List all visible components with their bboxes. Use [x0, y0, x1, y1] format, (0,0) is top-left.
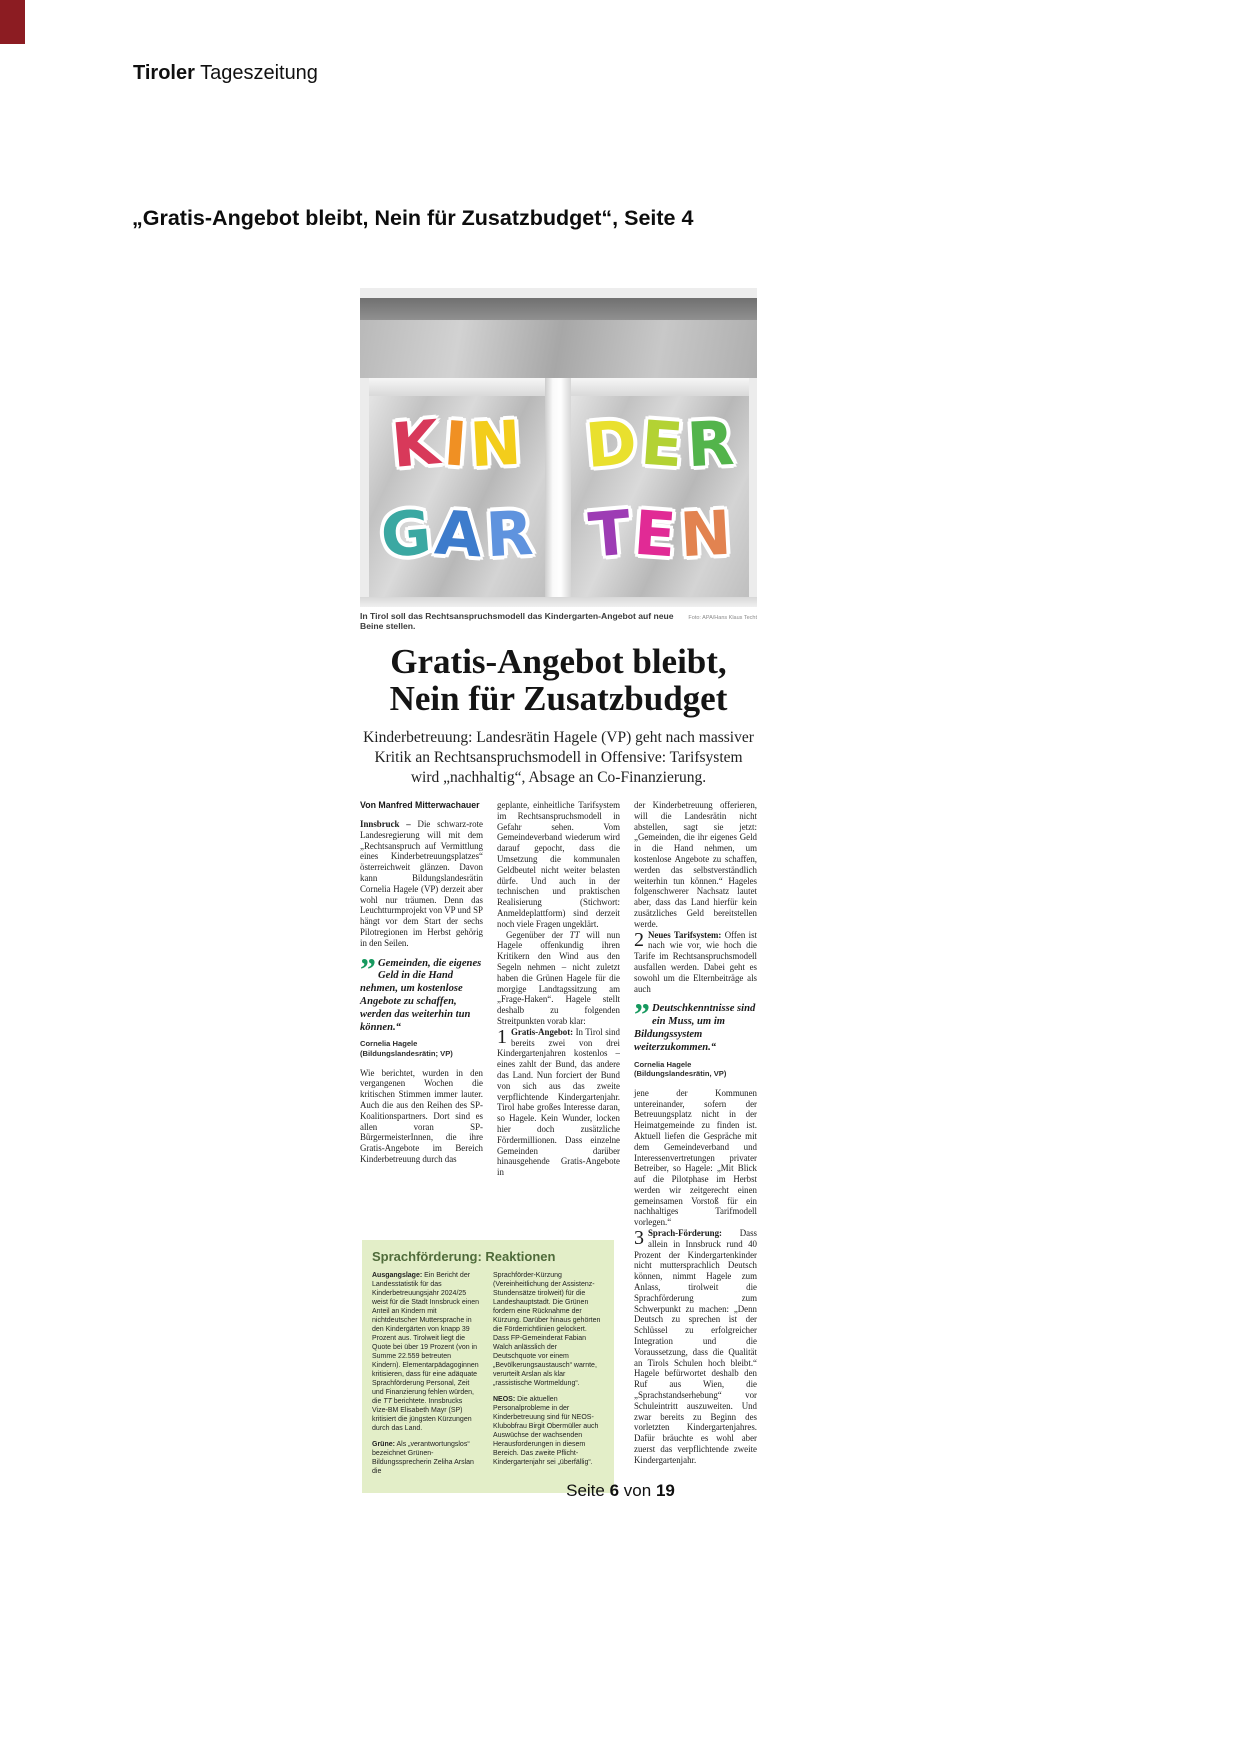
kindergarten-letter: N	[678, 497, 733, 572]
infobox-title: Sprachförderung: Reaktionen	[372, 1249, 556, 1264]
masthead-brand-bold: Tiroler	[133, 62, 195, 84]
kindergarten-letter: G	[377, 496, 434, 573]
infobox-paragraph	[493, 1395, 601, 1467]
paragraph-lead: Gratis-Angebot:	[511, 1026, 574, 1037]
article-subhead: Kinderbetreuung: Landesrätin Hagele (VP) geht nach massiver Kritik an Rechtsanspruchsmodell in Offensive: Tarifsystem wird „nachhaltig“, Absage an Co-Finanzierung.	[363, 729, 754, 786]
photo-sky-band	[360, 288, 757, 298]
page-corner-marker	[0, 0, 25, 44]
infobox-sprachfoerderung	[362, 1240, 614, 1493]
footer-total-pages: 19	[655, 1481, 675, 1500]
text-segment: berichtete. Innsbrucks Vize-BM Elisabeth Mayr (SP) kritisiert die jüngsten Kürzungen durch das Land.	[372, 1398, 472, 1432]
kindergarten-letter: N	[468, 407, 524, 482]
window-frame-left	[360, 378, 369, 607]
attribution-line: Cornelia Hagele	[360, 1039, 418, 1049]
article-paragraph	[360, 1068, 483, 1165]
infobox-paragraph	[372, 1440, 480, 1476]
pull-quote	[360, 950, 483, 1035]
article-paragraph	[360, 819, 483, 949]
text-segment: Dass allein in Innsbruck rund 40 Prozent der Kindergartenkinder nicht muttersprachlich Deutsch können, nimmt Hagele zum Anlass, tirolweit die Sprachförderung zum Schwerpunkt zu machen: „Denn Deutsch zu sprechen ist der Schlüssel zu erfolgreicher Integration und die Voraussetzung, dass die Qualität an Tirols Schulen hoch bleibt.“ Hagele befürwortet deshalb den Ruf aus Wien, die „Sprachstandserhebung“ vor Schuleintritt auszuweiten. Und zwar bereits zu Beginn des vorletzten Kindergartenjahres. Dafür bräuchte es wohl aber zuerst das verpflichtende zweite Kindergartenjahr.	[634, 1228, 757, 1465]
text-segment: der Kinderbetreuung offerieren, will die Landesrätin nicht abstellen, sagt sie jetzt: „Gemeinden, die ihr eigenes Geld in die Hand nehmen, um kostenlose Angebote zu schaffen, werden das selbstverständlich weiterhin tun können.“ Hageles folgenschwerer Nachsatz lautet aber, dass das Land hierfür kein zusätzliches Geld bereitstellen werde.	[634, 800, 757, 929]
text-segment: Die schwarz-rote Landesregierung will mit dem „Rechtsanspruch auf Vermittlung eines Kinderbetreuungsplatzes“ österreichweit glänzen. Davon kann Bildungslandesrätin Cornelia Hagele (VP) derzeit aber wohl nur träumen. Denn das Leuchtturmprojekt von VP und SP hängt vor dem Start der sechs Pilotregionen im Herbst gehörig in den Seilen.	[360, 819, 483, 948]
kindergarten-letter: R	[484, 497, 535, 572]
text-segment: Die aktuellen Personalprobleme in der Kinderbetreuung sind für NEOS-Klubobfrau Birgit Obermüller auch Auswüchse der wachsenden Herausforderungen in diesem Bereich. Das zweite Pflicht-Kindergartenjahr sei „überfällig“.	[493, 1396, 599, 1466]
article-column-1	[360, 800, 483, 1165]
text-segment: will nun Hagele offenkundig ihren Kritikern den Wind aus den Segeln nehmen – nicht zuletzt haben die Grünen Hagele für die morgige Landtagssitzung am „Frage-Haken“. Hagele stellt deshalb zu folgenden Streitpunkten vorab klar:	[497, 929, 621, 1026]
section-number: 3	[634, 1227, 644, 1250]
article-paragraph	[497, 800, 620, 930]
attribution-line: (Bildungslandesrätin; VP)	[360, 1048, 453, 1058]
photo-roof-band	[360, 298, 757, 320]
text-segment: Innsbruck –	[360, 819, 418, 829]
photo-credit: Foto: APA/Hans Klaus Techt	[688, 615, 757, 621]
text-segment: TT	[569, 929, 580, 940]
quote-attribution	[360, 1039, 483, 1058]
kindergarten-letter: I	[441, 408, 469, 481]
kindergarten-letters-row	[571, 400, 749, 490]
pull-quote-text: Gemeinden, die eigenes Geld in die Hand nehmen, um kostenlose Angebote zu schaffen, werden das weiterhin tun können.“	[360, 957, 482, 1033]
paragraph-lead: Neues Tarifsystem:	[648, 929, 722, 940]
infobox-columns	[372, 1271, 604, 1483]
page-footer	[0, 1481, 1241, 1501]
window-mullion	[545, 378, 571, 607]
masthead-brand-rest: Tageszeitung	[194, 62, 318, 84]
article-column-3	[634, 800, 757, 1466]
article-numbered-paragraph	[497, 1027, 620, 1178]
infobox-paragraph	[493, 1271, 601, 1388]
newspaper-clipping	[360, 288, 757, 1490]
kindergarten-photo	[360, 288, 757, 607]
pull-quote-text: Deutschkenntnisse sind ein Muss, um im Bildungssystem weiterzukommen.“	[634, 1003, 756, 1053]
infobox-column-1	[372, 1271, 480, 1483]
article-paragraph	[497, 930, 620, 1027]
attribution-line: (Bildungslandesrätin, VP)	[634, 1069, 727, 1079]
quote-attribution	[634, 1060, 757, 1079]
kindergarten-letter: A	[432, 497, 485, 572]
article-headline	[360, 643, 757, 717]
article-paragraph	[634, 800, 757, 930]
text-segment: Offen ist nach wie vor, wie hoch die Tarife im Rechtsanspruchsmodell ausfallen werden. Dabei geht es sowohl um die Elternbeiträge als auch	[634, 929, 758, 994]
text-segment: Grüne:	[372, 1441, 395, 1448]
window-pane-left	[369, 396, 545, 597]
headline-line-1: Gratis-Angebot bleibt,	[390, 642, 727, 681]
text-segment: jene der Kommunen untereinander, sofern der Betreuungsplatz nicht in der Heimatgemeinde zu finden ist. Aktuell liefen die Gespräche mit dem Gemeindeverband und Interessenvertretungen privater Betreiber, so Hagele: „Mit Blick auf die Pilotphase im Herbst werden wir zeitgerecht einen gemeinsamen Vorstoß für ein nachhaltiges Tarifmodell vorlegen.“	[634, 1087, 757, 1228]
section-number: 1	[497, 1025, 507, 1048]
kindergarten-letter: E	[638, 407, 686, 482]
text-segment: Wie berichtet, wurden in den vergangenen Wochen die kritischen Stimmen immer lauter. Auch die aus den Reihen des SP-Koalitionspartners. Dort sind es allen voran SP-BürgermeisterInnen, die ihre Gratis-Angebote im Bereich Kinderbetreuung durch das	[360, 1067, 483, 1164]
kindergarten-letters-row	[369, 490, 545, 580]
text-segment: Sprachförder-Kürzung (Vereinheitlichung der Assistenz-Stundensätze tirolweit) für die Landeshauptstadt. Die Grünen fordern eine Rücknahme der Kürzung. Darüber hinaus gehörten die Förderrichtlinien gelockert. Dass FP-Gemeinderat Fabian Walch anlässlich der Deutschquote vor einem „Bevölkerungsaustausch“ warnte, verurteilt Arslan als klar „rassistische Wortmeldung“.	[493, 1272, 601, 1387]
article-paragraph	[634, 1088, 757, 1228]
text-segment: In Tirol sind bereits zwei von drei Kindergartenjahren kostenlos – eines zahlt der Bund, das andere das Land. Nun forciert der Bund von sich aus das zweite verpflichtende Kindergartenjahr. Tirol habe großes Interesse daran, so Hagele. Kein Wunder, locken hier doch zusätzliche Fördermillionen. Dass einzelne Gemeinden darüber hinausgehende Gratis-Angebote in	[497, 1026, 620, 1178]
kindergarten-letter: E	[632, 497, 679, 572]
text-segment: TT	[383, 1398, 392, 1405]
article-reference-headline: „Gratis-Angebot bleibt, Nein für Zusatzbudget“, Seite 4	[132, 206, 694, 230]
text-segment: Ein Bericht der Landesstatistik für das Kinderbetreuungsjahr 2024/25 weist für die Stadt Innsbruck einen Anteil an Kindern mit nichtdeutscher Muttersprache in den Kindergärten von knapp 39 Prozent aus. Tirolweit liegt die Quote bei über 19 Prozent (von in Summe 22.559 betreuten Kindern). Elementarpädagoginnen kritisieren, dass für eine adäquate Sprachförderung Personal, Zeit und Finanzierung fehlen würden, die	[372, 1272, 480, 1405]
article-body	[360, 800, 757, 1490]
paragraph-lead: Sprach-Förderung:	[648, 1228, 722, 1239]
attribution-line: Cornelia Hagele	[634, 1059, 692, 1069]
pull-quote	[634, 996, 757, 1054]
headline-line-2: Nein für Zusatzbudget	[389, 679, 728, 718]
infobox-column-2	[493, 1271, 601, 1483]
quote-icon: ”	[634, 996, 648, 1033]
article-column-2	[497, 800, 620, 1178]
kindergarten-letters-row	[571, 490, 749, 580]
window-sill	[360, 597, 757, 607]
photo-caption-row	[360, 611, 757, 631]
kindergarten-letter: T	[585, 497, 634, 572]
kindergarten-letter: D	[583, 406, 640, 483]
article-numbered-paragraph	[634, 1228, 757, 1466]
quote-icon: ”	[360, 950, 374, 987]
article-byline: Von Manfred Mitterwachauer	[360, 800, 480, 810]
window-frame-right	[749, 378, 757, 607]
photo-upper-window	[360, 320, 757, 378]
footer-page-number: 6	[609, 1481, 620, 1500]
text-segment: Ausgangslage:	[372, 1272, 423, 1279]
photo-caption: In Tirol soll das Rechtsanspruchsmodell das Kindergarten-Angebot auf neue Beine stellen.	[360, 611, 674, 631]
footer-of-label: von	[623, 1481, 652, 1500]
text-segment: Als „verantwortungslos“ bezeichnet Grünen-Bildungssprecherin Zeliha Arslan die	[372, 1441, 474, 1475]
kindergarten-letter: R	[684, 407, 736, 482]
kindergarten-letter: K	[389, 407, 443, 482]
infobox-paragraph	[372, 1271, 480, 1433]
footer-prefix: Seite	[566, 1481, 605, 1500]
kindergarten-letters-row	[369, 400, 545, 490]
text-segment: geplante, einheitliche Tarifsystem im Rechtsanspruchsmodell in Gefahr sehen. Vom Gemeindeverband wiederum wird darauf gepocht, dass die Umsetzung die kommunalen Geldbeutel nicht weiter belasten dürfe. Und auch in der technischen und praktischen Realisierung (Stichwort: Anmeldeplattform) sind derzeit noch viele Fragen ungeklärt.	[497, 800, 620, 929]
text-segment: Gegenüber der	[506, 929, 570, 940]
article-numbered-paragraph	[634, 930, 757, 995]
masthead	[133, 62, 318, 85]
section-number: 2	[634, 928, 644, 951]
text-segment: NEOS:	[493, 1396, 516, 1403]
window-pane-right	[571, 396, 749, 597]
